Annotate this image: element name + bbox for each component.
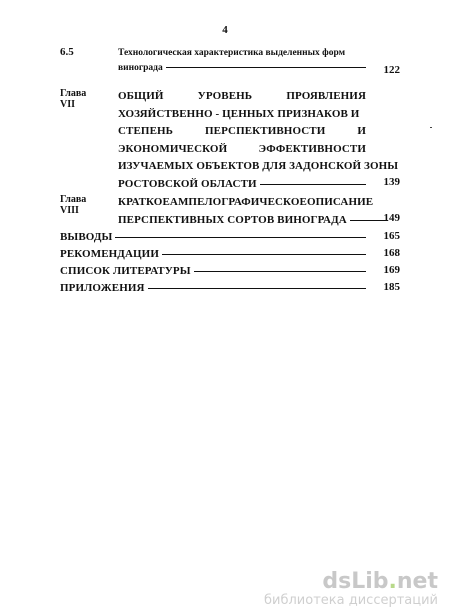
logo-dot: . — [388, 569, 397, 594]
toc-word: ЭКОНОМИЧЕСКОЙ — [118, 142, 228, 155]
toc-title — [60, 282, 366, 295]
dot-leader — [162, 254, 366, 255]
toc-title-line: ВЫВОДЫ — [60, 231, 113, 243]
toc-title-line: РЕКОМЕНДАЦИИ — [60, 248, 159, 260]
toc-page: 139 — [383, 176, 400, 188]
toc-title-line: Технологическая характеристика выделенных форм — [118, 48, 346, 58]
logo-part: dsLib — [322, 569, 389, 594]
toc-word: СТЕПЕНЬ — [118, 125, 174, 137]
toc-title-line: винограда — [118, 63, 163, 73]
toc-word: ПЕРСПЕКТИВНОСТИ — [205, 125, 326, 137]
toc-title-line: ИЗУЧАЕМЫХ ОБЪЕКТОВ ДЛЯ ЗАДОНСКОЙ ЗОНЫ — [118, 160, 399, 172]
toc-page: 122 — [383, 64, 400, 76]
dot-leader — [148, 288, 366, 289]
toc-title-line: СПИСОК ЛИТЕРАТУРЫ — [60, 265, 191, 277]
toc-word: УРОВЕНЬ — [197, 90, 253, 102]
toc-page: 185 — [383, 281, 400, 293]
toc-word: ОПИСАНИЕ — [306, 196, 374, 208]
toc-word: ОБЩИЙ — [118, 90, 164, 102]
toc-title-line: ХОЗЯЙСТВЕННО - ЦЕННЫХ ПРИЗНАКОВ И — [118, 107, 360, 120]
toc-title — [60, 231, 366, 244]
toc-title-line: ПРИЛОЖЕНИЯ — [60, 282, 145, 294]
toc-page: 168 — [383, 247, 400, 259]
toc-title — [118, 194, 374, 229]
toc-word: ЭФФЕКТИВНОСТИ — [258, 142, 366, 155]
dot-leader — [194, 271, 366, 272]
toc-word: ПРОЯВЛЕНИЯ — [286, 90, 366, 102]
toc-title — [60, 248, 366, 261]
watermark-logo — [264, 571, 438, 593]
logo-part: net — [396, 569, 438, 594]
toc-title — [118, 47, 366, 75]
dot-leader — [115, 237, 366, 238]
toc-word: И — [357, 125, 366, 137]
scan-speck — [430, 127, 432, 128]
toc-number: 6.5 — [60, 46, 74, 58]
toc-page: 169 — [383, 264, 400, 276]
toc-title-line: ПЕРСПЕКТИВНЫХ СОРТОВ ВИНОГРАДА — [118, 213, 347, 226]
watermark — [264, 571, 438, 609]
page-number: 4 — [222, 24, 228, 36]
chapter-label: Глава VII — [60, 88, 87, 110]
toc-page: 149 — [383, 212, 400, 224]
dot-leader — [260, 184, 366, 185]
toc-word: АМПЕЛОГРАФИЧЕСКОЕ — [169, 196, 307, 208]
dot-leader — [166, 67, 366, 68]
toc-word: КРАТКОЕ — [118, 196, 170, 208]
watermark-subtitle: библиотека диссертаций — [264, 593, 438, 608]
chapter-label: Глава VIII — [60, 194, 87, 216]
toc-page: 165 — [383, 230, 400, 242]
toc-title-line: РОСТОВСКОЙ ОБЛАСТИ — [118, 177, 257, 190]
toc-title — [60, 265, 366, 278]
